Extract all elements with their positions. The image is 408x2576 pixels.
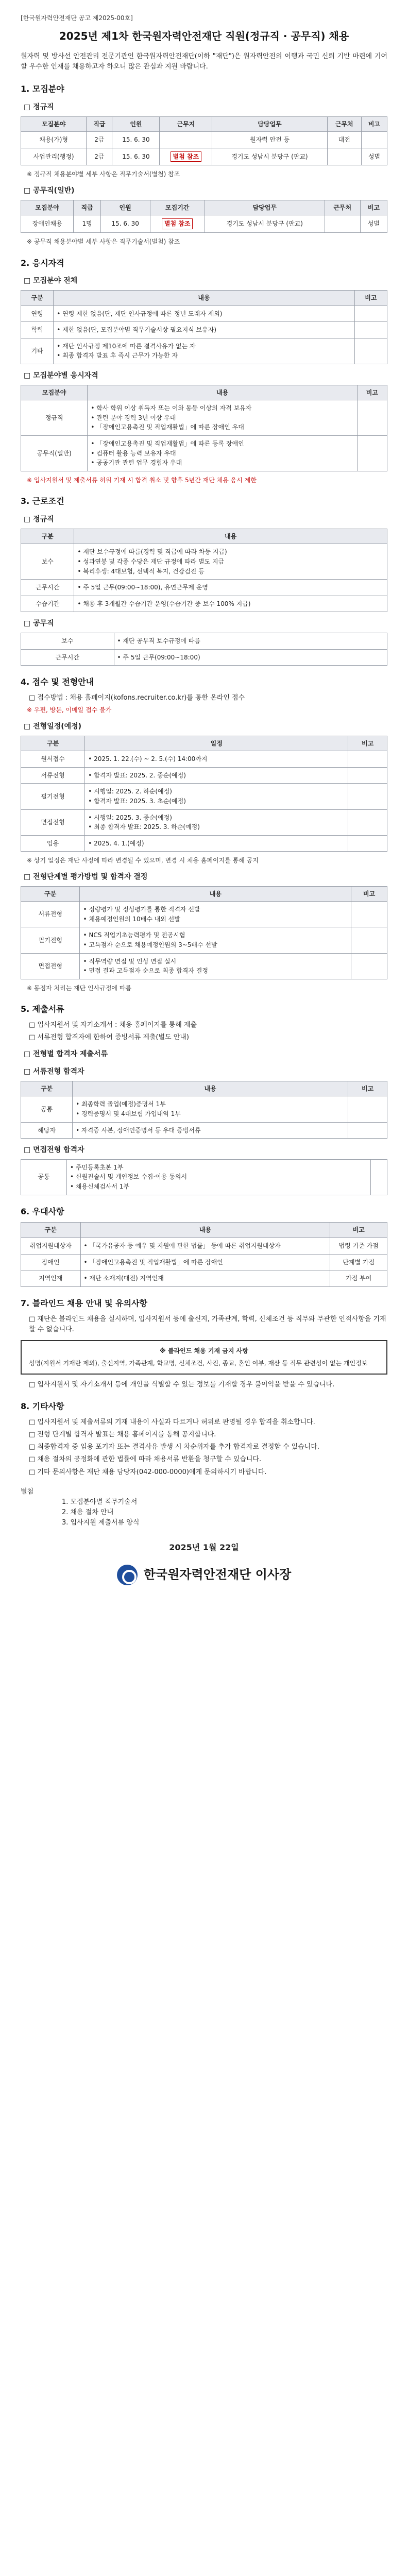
table-row [21, 1159, 387, 1195]
warning-note: ※ 입사지원서 및 제출서류 허위 기재 시 합격 취소 및 향후 5년간 재단 채용 응시 제한 [27, 476, 257, 484]
table-cell [357, 400, 387, 436]
subsection-field-qualifications: □ 모집분야별 응시자격 [24, 371, 98, 380]
table-cell: 근무시간 [21, 649, 114, 666]
table-cell: 보수 [21, 544, 74, 580]
table-row [21, 338, 387, 364]
table-cell: 면접전형 [21, 953, 80, 979]
blind-box-text: 성명(지원서 기재란 제외), 출신지역, 가족관계, 학교명, 신체조건, 사진, 종교, 혼인 여부, 재산 등 직무 관련성이 없는 개인정보 [29, 1360, 368, 1367]
blind-paragraph: □ 재단은 블라인드 채용을 실시하며, 입사지원서 등에 출신지, 가족관계, 학력, 신체조건 등 직무와 무관한 인적사항을 기재할 수 없습니다. [29, 1315, 386, 1333]
table-cell: • 2025. 1. 22.(수) ~ 2. 5.(수) 14:00까지 [85, 751, 348, 768]
conditions-table-contract [21, 633, 387, 666]
table-cell: 연령 [21, 306, 54, 322]
table-header: 비고 [357, 385, 387, 400]
table-header: 비고 [348, 736, 387, 751]
table-header: 내용 [80, 1223, 330, 1238]
table-header: 내용 [80, 886, 351, 902]
table-cell: 별첨 참조 [160, 148, 212, 165]
table-cell: • 학사 학위 이상 취득자 또는 이와 동등 이상의 자격 보유자 • 관련 분야 경력 3년 이상 우대 • 「장애인고용촉진 및 직업재활법」에 따른 장애인 우대 [88, 400, 357, 436]
table-cell: 장애인채용 [21, 215, 74, 233]
document-title: 2025년 제1차 한국원자력안전재단 직원(정규직 · 공무직) 채용 [59, 29, 349, 42]
table-row [21, 902, 387, 927]
table-cell: • 시행일: 2025. 3. 중순(예정) • 최종 합격자 발표: 2025. 3. 하순(예정) [85, 809, 348, 835]
table-header: 비고 [351, 886, 387, 902]
table-cell: 서류전형 [21, 902, 80, 927]
table-header: 구분 [21, 1081, 73, 1096]
table-row [21, 1238, 387, 1255]
other-item: □ 채용 절차의 공정화에 관한 법률에 따라 채용서류 반환을 청구할 수 있습니다. [29, 1455, 262, 1464]
table-cell: 수습기간 [21, 596, 74, 612]
table-cell [348, 835, 387, 852]
table-cell: 15. 6. 30 [112, 132, 160, 148]
other-items-list [21, 1417, 387, 1478]
subsection-stage-documents: □ 전형별 합격자 제출서류 [24, 1050, 108, 1059]
table-header: 비고 [361, 116, 387, 132]
table-row [21, 148, 387, 165]
table-header: 모집분야 [21, 116, 87, 132]
table-cell [354, 306, 387, 322]
evaluation-note: ※ 동점자 처리는 재단 인사규정에 따름 [27, 984, 132, 992]
table-header: 근무처 [325, 200, 360, 215]
announcement-date: 2025년 1월 22일 [169, 1543, 239, 1553]
table-cell [351, 927, 387, 953]
table-cell: • 연령 제한 없음(단, 재단 인사규정에 따른 정년 도래자 제외) [54, 306, 354, 322]
section-recruitment-fields: 1. 모집분야 [21, 84, 64, 94]
table-cell: 2급 [87, 148, 112, 165]
table-header: 비고 [360, 200, 387, 215]
table-cell: 원서접수 [21, 751, 85, 768]
table-header: 인원 [100, 200, 150, 215]
table-row [21, 596, 387, 612]
table-cell: 임용 [21, 835, 85, 852]
table-header: 비고 [330, 1223, 387, 1238]
table-cell [354, 338, 387, 364]
table-cell: 근무시간 [21, 580, 74, 596]
table-row [21, 400, 387, 436]
note: ※ 정규직 채용분야별 세부 사항은 직무기술서(별첨) 참조 [27, 171, 180, 178]
documents-line: □ 입사지원서 및 자기소개서 : 채용 홈페이지를 통해 제출 [29, 1021, 197, 1029]
other-item: □ 기타 문의사항은 재단 채용 담당자(042-000-0000)에게 문의하시기 바랍니다. [29, 1468, 267, 1476]
table-row [21, 835, 387, 852]
attachments [21, 1487, 387, 1529]
table-cell: • 주민등록초본 1부 • 신원진술서 및 개인정보 수집·이용 동의서 • 채용신체검사서 1부 [66, 1159, 370, 1195]
table-row [21, 215, 387, 233]
table-header: 구분 [21, 529, 74, 544]
blind-notice-box [21, 1340, 387, 1375]
table-cell: • 채용 후 3개월간 수습기간 운영(수습기간 중 보수 100% 지급) [74, 596, 387, 612]
table-cell: 공통 [21, 1096, 73, 1122]
section-blind-recruitment: 7. 블라인드 채용 안내 및 유의사항 [21, 1298, 147, 1308]
table-row [21, 544, 387, 580]
subsection-contract-conditions: □ 공무직 [24, 619, 54, 628]
section-application: 4. 접수 및 전형안내 [21, 677, 94, 687]
other-item: □ 전형 단계별 합격자 발표는 채용 홈페이지를 통해 공지합니다. [29, 1431, 216, 1439]
table-header: 담당업무 [212, 116, 327, 132]
table-row [21, 784, 387, 809]
table-row [21, 306, 387, 322]
subsection-evaluation: □ 전형단계별 평가방법 및 합격자 결정 [24, 872, 148, 881]
table-cell: 경기도 성남시 분당구 (판교) [212, 148, 327, 165]
table-header: 근무처 [327, 116, 361, 132]
table-cell: 1명 [74, 215, 100, 233]
table-header: 비고 [354, 291, 387, 306]
table-cell [351, 902, 387, 927]
organization-signature [21, 1565, 387, 1585]
table-header: 일정 [85, 736, 348, 751]
table-row [21, 927, 387, 953]
table-cell: 15. 6. 30 [112, 148, 160, 165]
documents-table-interview [21, 1159, 387, 1195]
table-cell: 취업지원대상자 [21, 1238, 81, 1255]
table-header: 직급 [87, 116, 112, 132]
table-header: 근무지 [160, 116, 212, 132]
table-cell: 성별 [360, 215, 387, 233]
table-cell: • 재단 공무직 보수규정에 따름 [114, 633, 387, 650]
table-cell: • 정량평가 및 정성평가를 통한 적격자 선발 • 채용예정인원의 10배수 내외 선발 [80, 902, 351, 927]
table-header: 구분 [21, 1223, 81, 1238]
table-cell: 보수 [21, 633, 114, 650]
table-row [21, 649, 387, 666]
table-cell [351, 953, 387, 979]
table-cell: 가점 부여 [330, 1270, 387, 1287]
table-row [21, 132, 387, 148]
table-row [21, 751, 387, 768]
table-cell [327, 148, 361, 165]
table-cell: 기타 [21, 338, 54, 364]
blind-box-title: ※ 블라인드 채용 기재 금지 사항 [160, 1347, 248, 1354]
table-header: 내용 [73, 1081, 348, 1096]
subsection-interview-documents: □ 면접전형 합격자 [24, 1146, 84, 1155]
table-cell: • NCS 직업기초능력평가 및 전공시험 • 고득점자 순으로 채용예정인원의 3~5배수 선발 [80, 927, 351, 953]
qualification-table-common [21, 290, 387, 364]
table-cell: • 재단 인사규정 제10조에 따른 결격사유가 없는 자 • 최종 합격자 발표 후 즉시 근무가 가능한 자 [54, 338, 354, 364]
table-cell: • 자격증 사본, 장애인증명서 등 우대 증빙서류 [73, 1122, 348, 1139]
table-cell: 성별 [361, 148, 387, 165]
table-cell: 별첨 참조 [150, 215, 205, 233]
table-row [21, 580, 387, 596]
table-cell: 사업관리(행정) [21, 148, 87, 165]
table-row [21, 1122, 387, 1139]
table-cell: • 시행일: 2025. 2. 하순(예정) • 합격자 발표: 2025. 3. 초순(예정) [85, 784, 348, 809]
table-header: 인원 [112, 116, 160, 132]
table-row [21, 1096, 387, 1122]
table-cell: 학력 [21, 322, 54, 338]
table-cell: 대전 [327, 132, 361, 148]
section-qualifications: 2. 응시자격 [21, 258, 64, 268]
table-cell: 공통 [21, 1159, 67, 1195]
table-cell [348, 1122, 387, 1139]
documents-line: □ 서류전형 합격자에 한하여 증빙서류 제출(별도 안내) [29, 1033, 189, 1042]
application-method: □ 접수방법 : 채용 홈페이지(kofons.recruiter.co.kr)를 통한 온라인 접수 [29, 694, 245, 702]
table-header: 구분 [21, 291, 54, 306]
intro-paragraph: 원자력 및 방사선 안전관리 전문기관인 한국원자력안전재단(이하 "재단")은 원자력안전의 이행과 국민 신뢰 기반 마련에 기여할 우수한 인재를 채용하고자 하오니 많은 관심과 지원 바랍니다. [21, 52, 387, 71]
documents-table-screening [21, 1081, 387, 1139]
table-cell: • 재단 보수규정에 따름(경력 및 직급에 따라 차등 지급) • 성과연봉 및 각종 수당은 재단 규정에 따라 별도 지급 • 복리후생: 4대보험, 선택적 복지, 건강검진 등 [74, 544, 387, 580]
table-cell: • 제한 없음(단, 모집분야별 직무기술서상 필요지식 보유자) [54, 322, 354, 338]
attachments-list [41, 1497, 387, 1528]
table-cell: 2급 [87, 132, 112, 148]
table-cell: 해당자 [21, 1122, 73, 1139]
table-cell: • 재단 소재지(대전) 지역인재 [80, 1270, 330, 1287]
table-cell [325, 215, 360, 233]
attachment-item: 1. 모집분야별 직무기술서 [62, 1498, 138, 1506]
table-cell: 서류전형 [21, 767, 85, 784]
section-documents: 5. 제출서류 [21, 1004, 64, 1014]
table-cell: • 「장애인고용촉진 및 직업재활법」에 따른 등록 장애인 • 컴퓨터 활용 능력 보유자 우대 • 공공기관 관련 업무 경험자 우대 [88, 436, 357, 471]
table-header: 모집분야 [21, 385, 88, 400]
subsection-regular-conditions: □ 정규직 [24, 515, 54, 524]
table-cell: 법령 기준 가점 [330, 1238, 387, 1255]
table-cell [357, 436, 387, 471]
table-cell: • 직무역량 면접 및 인성 면접 실시 • 면접 결과 고득점자 순으로 최종 합격자 결정 [80, 953, 351, 979]
organization-name: 한국원자력안전재단 이사장 [143, 1567, 292, 1582]
table-cell: 채용(가)형 [21, 132, 87, 148]
table-row [21, 809, 387, 835]
table-cell: 필기전형 [21, 784, 85, 809]
table-cell: 장애인 [21, 1254, 81, 1270]
recruitment-table-contract [21, 200, 387, 233]
table-header: 모집기간 [150, 200, 205, 215]
section-preferences: 6. 우대사항 [21, 1206, 64, 1216]
table-cell: • 주 5일 근무(09:00~18:00), 유연근무제 운영 [74, 580, 387, 596]
subsection-regular: □ 정규직 [24, 103, 54, 111]
table-row [21, 953, 387, 979]
table-row [21, 633, 387, 650]
table-cell: • 최종학력 졸업(예정)증명서 1부 • 경력증명서 및 4대보험 가입내역 1부 [73, 1096, 348, 1122]
recruitment-table-regular [21, 116, 387, 166]
table-cell: • 「국가유공자 등 예우 및 지원에 관한 법률」 등에 따른 취업지원대상자 [80, 1238, 330, 1255]
table-cell: 필기전형 [21, 927, 80, 953]
table-cell [354, 322, 387, 338]
table-cell: 면접전형 [21, 809, 85, 835]
section-other: 8. 기타사항 [21, 1401, 64, 1412]
subsection-contract: □ 공무직(일반) [24, 187, 75, 195]
table-cell: 공무직(일반) [21, 436, 88, 471]
table-cell: 원자력 안전 등 [212, 132, 327, 148]
table-cell [361, 132, 387, 148]
other-item: □ 최종합격자 중 임용 포기자 또는 결격사유 발생 시 차순위자를 추가 합격자로 결정할 수 있습니다. [29, 1443, 320, 1451]
table-row [21, 436, 387, 471]
subsection-schedule: □ 전형일정(예정) [24, 722, 82, 731]
table-cell: 경기도 성남시 분당구 (판교) [205, 215, 325, 233]
organization-logo-icon [117, 1565, 138, 1585]
table-header: 내용 [74, 529, 387, 544]
table-cell [348, 767, 387, 784]
table-cell: 15. 6. 30 [100, 215, 150, 233]
table-header: 구분 [21, 886, 80, 902]
subsection-all-fields: □ 모집분야 전체 [24, 277, 78, 285]
table-header: 직급 [74, 200, 100, 215]
attachments-label: 별첨 [21, 1487, 34, 1496]
table-cell: • 합격자 발표: 2025. 2. 중순(예정) [85, 767, 348, 784]
table-header: 담당업무 [205, 200, 325, 215]
table-cell: • 「장애인고용촉진 및 직업재활법」에 따른 장애인 [80, 1254, 330, 1270]
note: ※ 공무직 채용분야별 세부 사항은 직무기술서(별첨) 참조 [27, 238, 180, 245]
qualification-table-field [21, 385, 387, 471]
conditions-table-regular [21, 529, 387, 613]
table-row [21, 767, 387, 784]
other-item: □ 입사지원서 및 제출서류의 기재 내용이 사실과 다르거나 허위로 판명될 경우 합격을 취소합니다. [29, 1418, 315, 1426]
attachment-item: 3. 입사지원 제출서류 양식 [62, 1519, 140, 1527]
table-cell: • 주 5일 근무(09:00~18:00) [114, 649, 387, 666]
table-header: 내용 [88, 385, 357, 400]
table-cell [348, 1096, 387, 1122]
schedule-note: ※ 상기 일정은 재단 사정에 따라 변경될 수 있으며, 변경 시 채용 홈페이지를 통해 공지 [27, 857, 259, 865]
table-cell [160, 132, 212, 148]
evaluation-table [21, 886, 387, 979]
attachment-item: 2. 채용 절차 안내 [62, 1508, 114, 1516]
table-header: 내용 [54, 291, 354, 306]
table-cell [371, 1159, 387, 1195]
table-header: 비고 [348, 1081, 387, 1096]
table-cell: 정규직 [21, 400, 88, 436]
blind-paragraph: □ 입사지원서 및 자기소개서 등에 개인을 식별할 수 있는 정보를 기재할 경우 불이익을 받을 수 있습니다. [29, 1381, 335, 1389]
table-row [21, 322, 387, 338]
table-row [21, 1254, 387, 1270]
table-cell: 단계별 가점 [330, 1254, 387, 1270]
subsection-document-screening: □ 서류전형 합격자 [24, 1067, 84, 1076]
table-cell [348, 751, 387, 768]
table-cell: 지역인재 [21, 1270, 81, 1287]
notice-number: [한국원자력안전재단 공고 제2025-00호] [21, 14, 133, 22]
application-note: ※ 우편, 방문, 이메일 접수 불가 [27, 706, 112, 714]
preferences-table [21, 1222, 387, 1286]
table-header: 모집분야 [21, 200, 74, 215]
section-work-conditions: 3. 근로조건 [21, 496, 64, 506]
table-cell [348, 784, 387, 809]
table-row [21, 1270, 387, 1287]
table-cell [348, 809, 387, 835]
schedule-table [21, 736, 387, 852]
table-header: 구분 [21, 736, 85, 751]
table-cell: • 2025. 4. 1.(예정) [85, 835, 348, 852]
